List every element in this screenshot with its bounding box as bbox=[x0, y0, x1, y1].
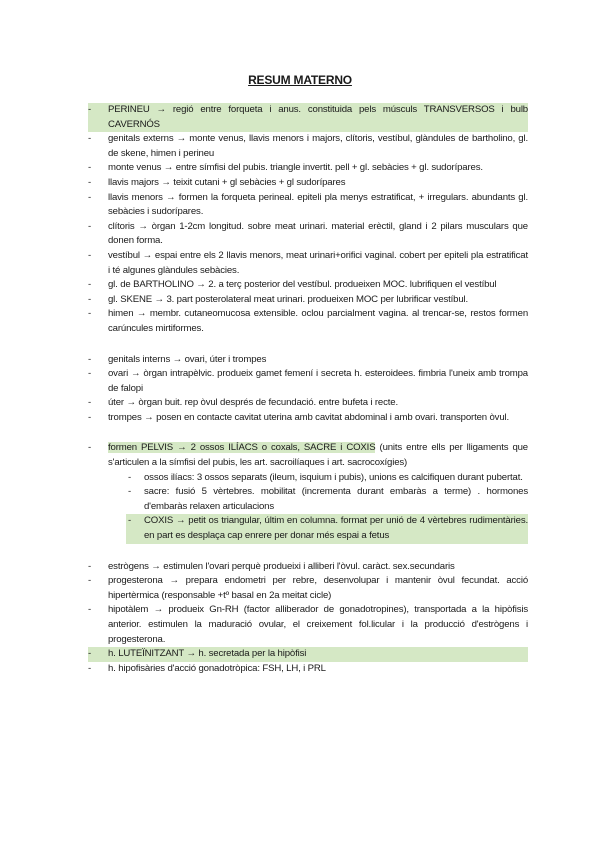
list-item: - genitals externs → monte venus, llavis menors i majors, clítoris, vestíbul, glàndules de bartholino, gl. de skene, himen i perineu bbox=[88, 132, 528, 161]
list-item: - vestíbul → espai entre els 2 llavis menors, meat urinari+orifici vaginal. cobert per epiteli pla estratificat i té algunes glàndules sebàcies. bbox=[88, 249, 528, 278]
list-item: - monte venus → entre símfisi del pubis. triangle invertit. pell + gl. sebàcies + gl. sudorípares. bbox=[88, 161, 528, 176]
list-item: - hipotàlem → produeix Gn-RH (factor alliberador de gonadotropines), transportada a la hipòfisis anterior. estimulen la maduració ovular, el creixement fol.licular i la producció d'estrògens i progesterona. bbox=[88, 603, 528, 647]
pelvis-rest: (units entre ells per lligaments que s'articulen a la símfisi del pubis, les art. sacroilíaques i art. sacrocoxígies) bbox=[108, 442, 528, 469]
page-title: RESUM MATERNO bbox=[248, 73, 352, 87]
list-item: - llavis menors → formen la forqueta perineal. epiteli pla menys estratificat, + irregulars. abundants gl. sebàcies i sudorípares. bbox=[88, 191, 528, 220]
list-item: - gl. SKENE → 3. part posterolateral meat urinari. produeixen MOC per lubrificar vestíbul. bbox=[88, 293, 528, 308]
list-item: - trompes → posen en contacte cavitat uterina amb cavitat abdominal i amb ovari. transporten òvul. bbox=[88, 411, 528, 426]
list-item: - genitals interns → ovari, úter i trompes bbox=[88, 353, 528, 368]
list-item: - gl. de BARTHOLINO → 2. a terç posterior del vestíbul. produeixen MOC. lubrifiquen el vestíbul bbox=[88, 278, 528, 293]
pelvis-lead: formen PELVIS → 2 ossos ILÍACS o coxals, SACRE i COXIS bbox=[108, 442, 376, 454]
list-item: - himen → membr. cutaneomucosa extensible. oclou parcialment vagina. al trencar-se, restos formen carúncules mirtiformes. bbox=[88, 307, 528, 336]
list-item: - úter → òrgan buit. rep òvul després de fecundació. entre bufeta i recte. bbox=[88, 396, 528, 411]
list-item: - estrògens → estimulen l'ovari perquè produeixi i alliberi l'òvul. caràct. sex.secundaris bbox=[88, 560, 528, 575]
list-item: - ovari → òrgan intrapèlvic. produeix gamet femení i secreta h. esteroidees. fimbria l'uneix amb trompa de falopi bbox=[88, 367, 528, 396]
pelvis-sublist bbox=[108, 471, 528, 544]
list-item: - llavis majors → teixit cutani + gl sebàcies + gl sudorípares bbox=[88, 176, 528, 191]
list-item: - sacre: fusió 5 vèrtebres. mobilitat (incrementa durant embaràs a terme) . hormones d'embaràs relaxen articulacions bbox=[126, 485, 528, 514]
list-item: - COXIS → petit os triangular, últim en columna. format per unió de 4 vèrtebres rudimentàries. en part es desplaça cap enrere per donar més espai a fetus bbox=[126, 514, 528, 543]
section-pelvis bbox=[88, 441, 528, 543]
list-item: - clítoris → òrgan 1-2cm longitud. sobre meat urinari. material erèctil, gland i 2 pilars musculars que donen forma. bbox=[88, 220, 528, 249]
list-item: - h. hipofisàries d'acció gonadotròpica: FSH, LH, i PRL bbox=[88, 662, 528, 677]
list-item: - progesterona → prepara endometri per rebre, desenvolupar i mantenir òvul fecundat. acció hipertèrmica (responsable +tº basal en 2a meitat cicle) bbox=[88, 574, 528, 603]
section-hormones bbox=[88, 560, 528, 677]
list-item: - PERINEU → regió entre forqueta i anus. constituida pels músculs TRANSVERSOS i bulb CAVERNÓS bbox=[88, 103, 528, 132]
list-item-pelvis bbox=[88, 441, 528, 543]
section-perineu bbox=[88, 103, 528, 337]
list-item: - ossos ilíacs: 3 ossos separats (ileum, isquium i pubis), unions es calcifiquen durant pubertat. bbox=[126, 471, 528, 486]
document-content bbox=[88, 103, 528, 692]
section-internal-genitals bbox=[88, 353, 528, 426]
list-item: - h. LUTEÏNITZANT → h. secretada per la hipòfisi bbox=[88, 647, 528, 662]
